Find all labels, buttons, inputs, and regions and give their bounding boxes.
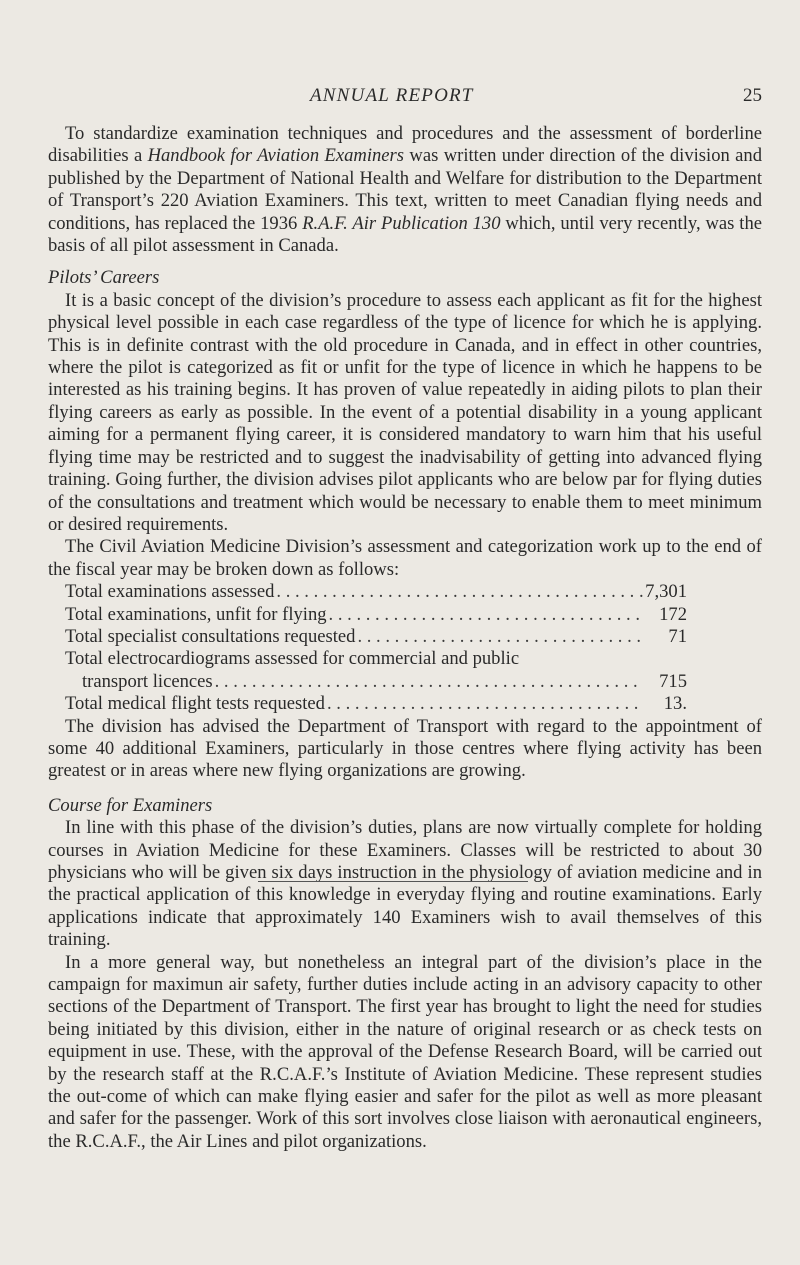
stat-value: 172 xyxy=(659,603,687,625)
page-number: 25 xyxy=(743,85,762,106)
paragraph-text: To standardize examination techniques and procedures and the assessment of borderline disabilities a xyxy=(48,123,762,167)
stat-value: 7,301 xyxy=(645,581,687,603)
dot-leader xyxy=(327,693,643,715)
stat-value: 13. xyxy=(663,693,687,715)
stat-value: 71 xyxy=(668,625,687,647)
stat-label: Total specialist consultations requested xyxy=(65,625,356,647)
stat-row-examinations-assessed xyxy=(65,581,687,603)
paragraph-text: was written under direction of the division and published by the Department of National Health and Welfare for distribution to the Department of Transport’s 220 Aviation Examiners. This text, written to meet Canadian flying needs and conditions, has replaced the 1936 xyxy=(48,145,763,234)
paragraph-breakdown-intro: The Civil Aviation Medicine Division’s assessment and categorization work up to the end of the fiscal year may be broken down as follows: xyxy=(48,536,762,580)
section-heading-course-for-examiners: Course for Examiners xyxy=(48,794,213,816)
stat-label: Total examinations, unfit for flying xyxy=(65,603,327,625)
page-header xyxy=(48,85,762,107)
stat-label: Total medical flight tests requested xyxy=(65,693,325,715)
stat-row-medical-flight-tests xyxy=(65,693,687,715)
stat-label: Total electrocardiograms assessed for commercial and public xyxy=(65,648,520,670)
running-title: ANNUAL REPORT xyxy=(310,85,474,106)
stat-value: 715 xyxy=(659,670,687,692)
stat-row-unfit-for-flying xyxy=(65,604,687,626)
section-heading-pilots-careers: Pilots’ Careers xyxy=(48,267,160,289)
dot-leader xyxy=(329,604,643,626)
paragraph-handbook xyxy=(48,123,762,257)
document-page xyxy=(48,85,762,1153)
stat-label-continued: transport licences xyxy=(82,670,213,692)
handbook-title: Handbook for Aviation Examiners xyxy=(147,145,405,167)
dot-leader xyxy=(215,671,643,693)
paragraph-general-duties: In a more general way, but nonetheless an integral part of the division’s place in the campaign for maximun air safety, further duties include acting in an advisory capacity to other sections of the Department of Transport. The first year has brought to light the need for studies being initiated by this division, either in the nature of original research or as check tests on equipment in use. These, with the approval of the Defense Research Board, will be carried out by the research staff at the R.C.A.F.’s Institute of Aviation Medicine. These represent studies the out-come of which can make flying easier and safer for the pilot as well as more pleasant and safer for the passenger. Work of this sort involves close liaison with aeronautical engineers, the R.C.A.F., the Air Lines and pilot organizations. xyxy=(48,951,762,1152)
paragraph-text: which, until very recently, was the basis of all pilot assessment in Canada. xyxy=(48,212,762,257)
stat-label: Total examinations assessed xyxy=(65,581,275,603)
dot-leader xyxy=(357,626,643,648)
section-divider-rule xyxy=(258,881,528,882)
paragraph-courses: In line with this phase of the division’s duties, plans are now virtually complete for holding courses in Aviation Medicine for these Examiners. Classes will be restricted to about 30 physicians who will be given six days instruction in the physiology of aviation medicine and in the practical application of this knowledge in everyday flying and routine examinations. Early applications indicate that approximately 140 Examiners wish to avail themselves of this training. xyxy=(48,817,762,951)
paragraph-basic-concept: It is a basic concept of the division’s procedure to assess each applicant as fit for the highest physical level possible in each case regardless of the type of licence for which he is applying. This is in definite contrast with the old procedure in Canada, and in effect in other countries, where the pilot is categorized as fit or unfit for the type of licence in which he happens to be interested as his training begins. It has proven of value repeatedly in aiding pilots to plan their flying careers as early as possible. In the event of a potential disability in a young applicant aiming for a permanent flying career, it is considered mandatory to warn him that his useful flying time may be restricted and to suggest the inadvisability of getting into advanced flying training. Going further, the division advises pilot applicants who are below par for flying duties of the consultations and treatment which would be necessary to enable them to meet minimum or desired requirements. xyxy=(48,289,762,535)
paragraph-additional-examiners: The division has advised the Department of Transport with regard to the appointment of some 40 additional Examiners, particularly in those centres where flying activity has been greatest or in areas where new flying organizations are growing. xyxy=(48,715,762,782)
stat-row-specialist-consultations xyxy=(65,626,687,648)
raf-publication-title: R.A.F. Air Publication 130 xyxy=(302,212,501,234)
statistics-list xyxy=(65,581,762,715)
dot-leader xyxy=(276,581,643,603)
stat-row-electrocardiograms xyxy=(65,648,687,693)
